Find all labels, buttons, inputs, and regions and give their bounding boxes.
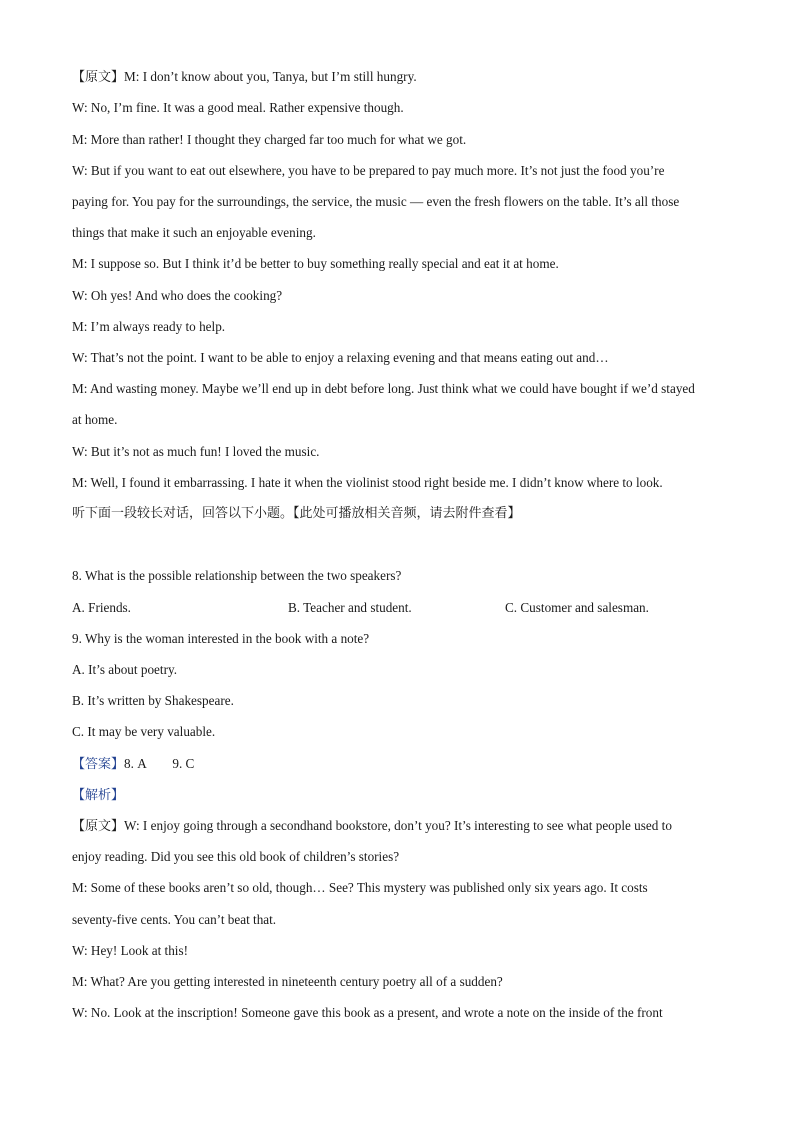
answer-line <box>72 755 194 773</box>
analysis-tag: 【解析】 <box>72 788 125 803</box>
dialogue1-line-8: W: Oh yes! And who does the cooking? <box>72 288 283 303</box>
dialogue1-line-10: W: That’s not the point. I want to be able to enjoy a relaxing evening and that means eating out and… <box>72 350 609 365</box>
dialogue2-line-1 <box>72 817 672 835</box>
dialogue1-line-14: M: Well, I found it embarrassing. I hate it when the violinist stood right beside me. I didn’t know where to look. <box>72 475 663 490</box>
q9-option-a: A. It’s about poetry. <box>72 662 177 677</box>
dialogue1-line-5: paying for. You pay for the surroundings, the service, the music — even the fresh flowers on the table. It’s all those <box>72 194 680 209</box>
dialogue1-line-4: W: But if you want to eat out elsewhere, you have to be prepared to pay much more. It’s not just the food you’re <box>72 163 665 178</box>
q9-option-b: B. It’s written by Shakespeare. <box>72 693 234 708</box>
dialogue2-line-7: W: No. Look at the inscription! Someone gave this book as a present, and wrote a note on the inside of the front <box>72 1005 663 1020</box>
dialogue1-line-6: things that make it such an enjoyable evening. <box>72 225 316 240</box>
dialogue1-line-3: M: More than rather! I thought they charged far too much for what we got. <box>72 132 467 147</box>
dialogue2-line-1-text: W: I enjoy going through a secondhand bookstore, don’t you? It’s interesting to see what people used to <box>124 818 672 833</box>
original-text-tag-2: 【原文】 <box>72 819 125 834</box>
answer-tag: 【答案】 <box>72 757 125 772</box>
analysis-line <box>72 786 124 804</box>
dialogue1-line-11: M: And wasting money. Maybe we’ll end up in debt before long. Just think what we could have bought if we’d stayed <box>72 381 695 396</box>
dialogue1-line-12: at home. <box>72 412 118 427</box>
dialogue2-line-4: seventy-five cents. You can’t beat that. <box>72 912 277 927</box>
dialogue1-line-1-text: M: I don’t know about you, Tanya, but I’m still hungry. <box>124 69 417 84</box>
dialogue1-line-7: M: I suppose so. But I think it’d be better to buy something really special and eat it at home. <box>72 256 559 271</box>
dialogue1-line-2: W: No, I’m fine. It was a good meal. Rather expensive though. <box>72 100 404 115</box>
answer-text: 8. A 9. C <box>124 756 195 771</box>
question-9: 9. Why is the woman interested in the book with a note? <box>72 631 370 646</box>
q9-option-c: C. It may be very valuable. <box>72 724 216 739</box>
question-8: 8. What is the possible relationship between the two speakers? <box>72 568 402 583</box>
dialogue2-line-2: enjoy reading. Did you see this old book of children’s stories? <box>72 849 400 864</box>
listening-instruction: 听下面一段较长对话，回答以下小题。【此处可播放相关音频，请去附件查看】 <box>72 506 521 521</box>
dialogue2-line-6: M: What? Are you getting interested in nineteenth century poetry all of a sudden? <box>72 974 503 989</box>
dialogue1-line-1 <box>72 68 417 86</box>
dialogue2-line-3: M: Some of these books aren’t so old, though… See? This mystery was published only six years ago. It costs <box>72 880 648 895</box>
q8-option-c: C. Customer and salesman. <box>505 600 649 615</box>
dialogue2-line-5: W: Hey! Look at this! <box>72 943 188 958</box>
q8-option-b: B. Teacher and student. <box>288 600 412 615</box>
dialogue1-line-9: M: I’m always ready to help. <box>72 319 226 334</box>
q8-option-a: A. Friends. <box>72 600 131 615</box>
original-text-tag: 【原文】 <box>72 70 125 85</box>
question-8-options <box>72 599 722 616</box>
dialogue1-line-13: W: But it’s not as much fun! I loved the music. <box>72 444 320 459</box>
